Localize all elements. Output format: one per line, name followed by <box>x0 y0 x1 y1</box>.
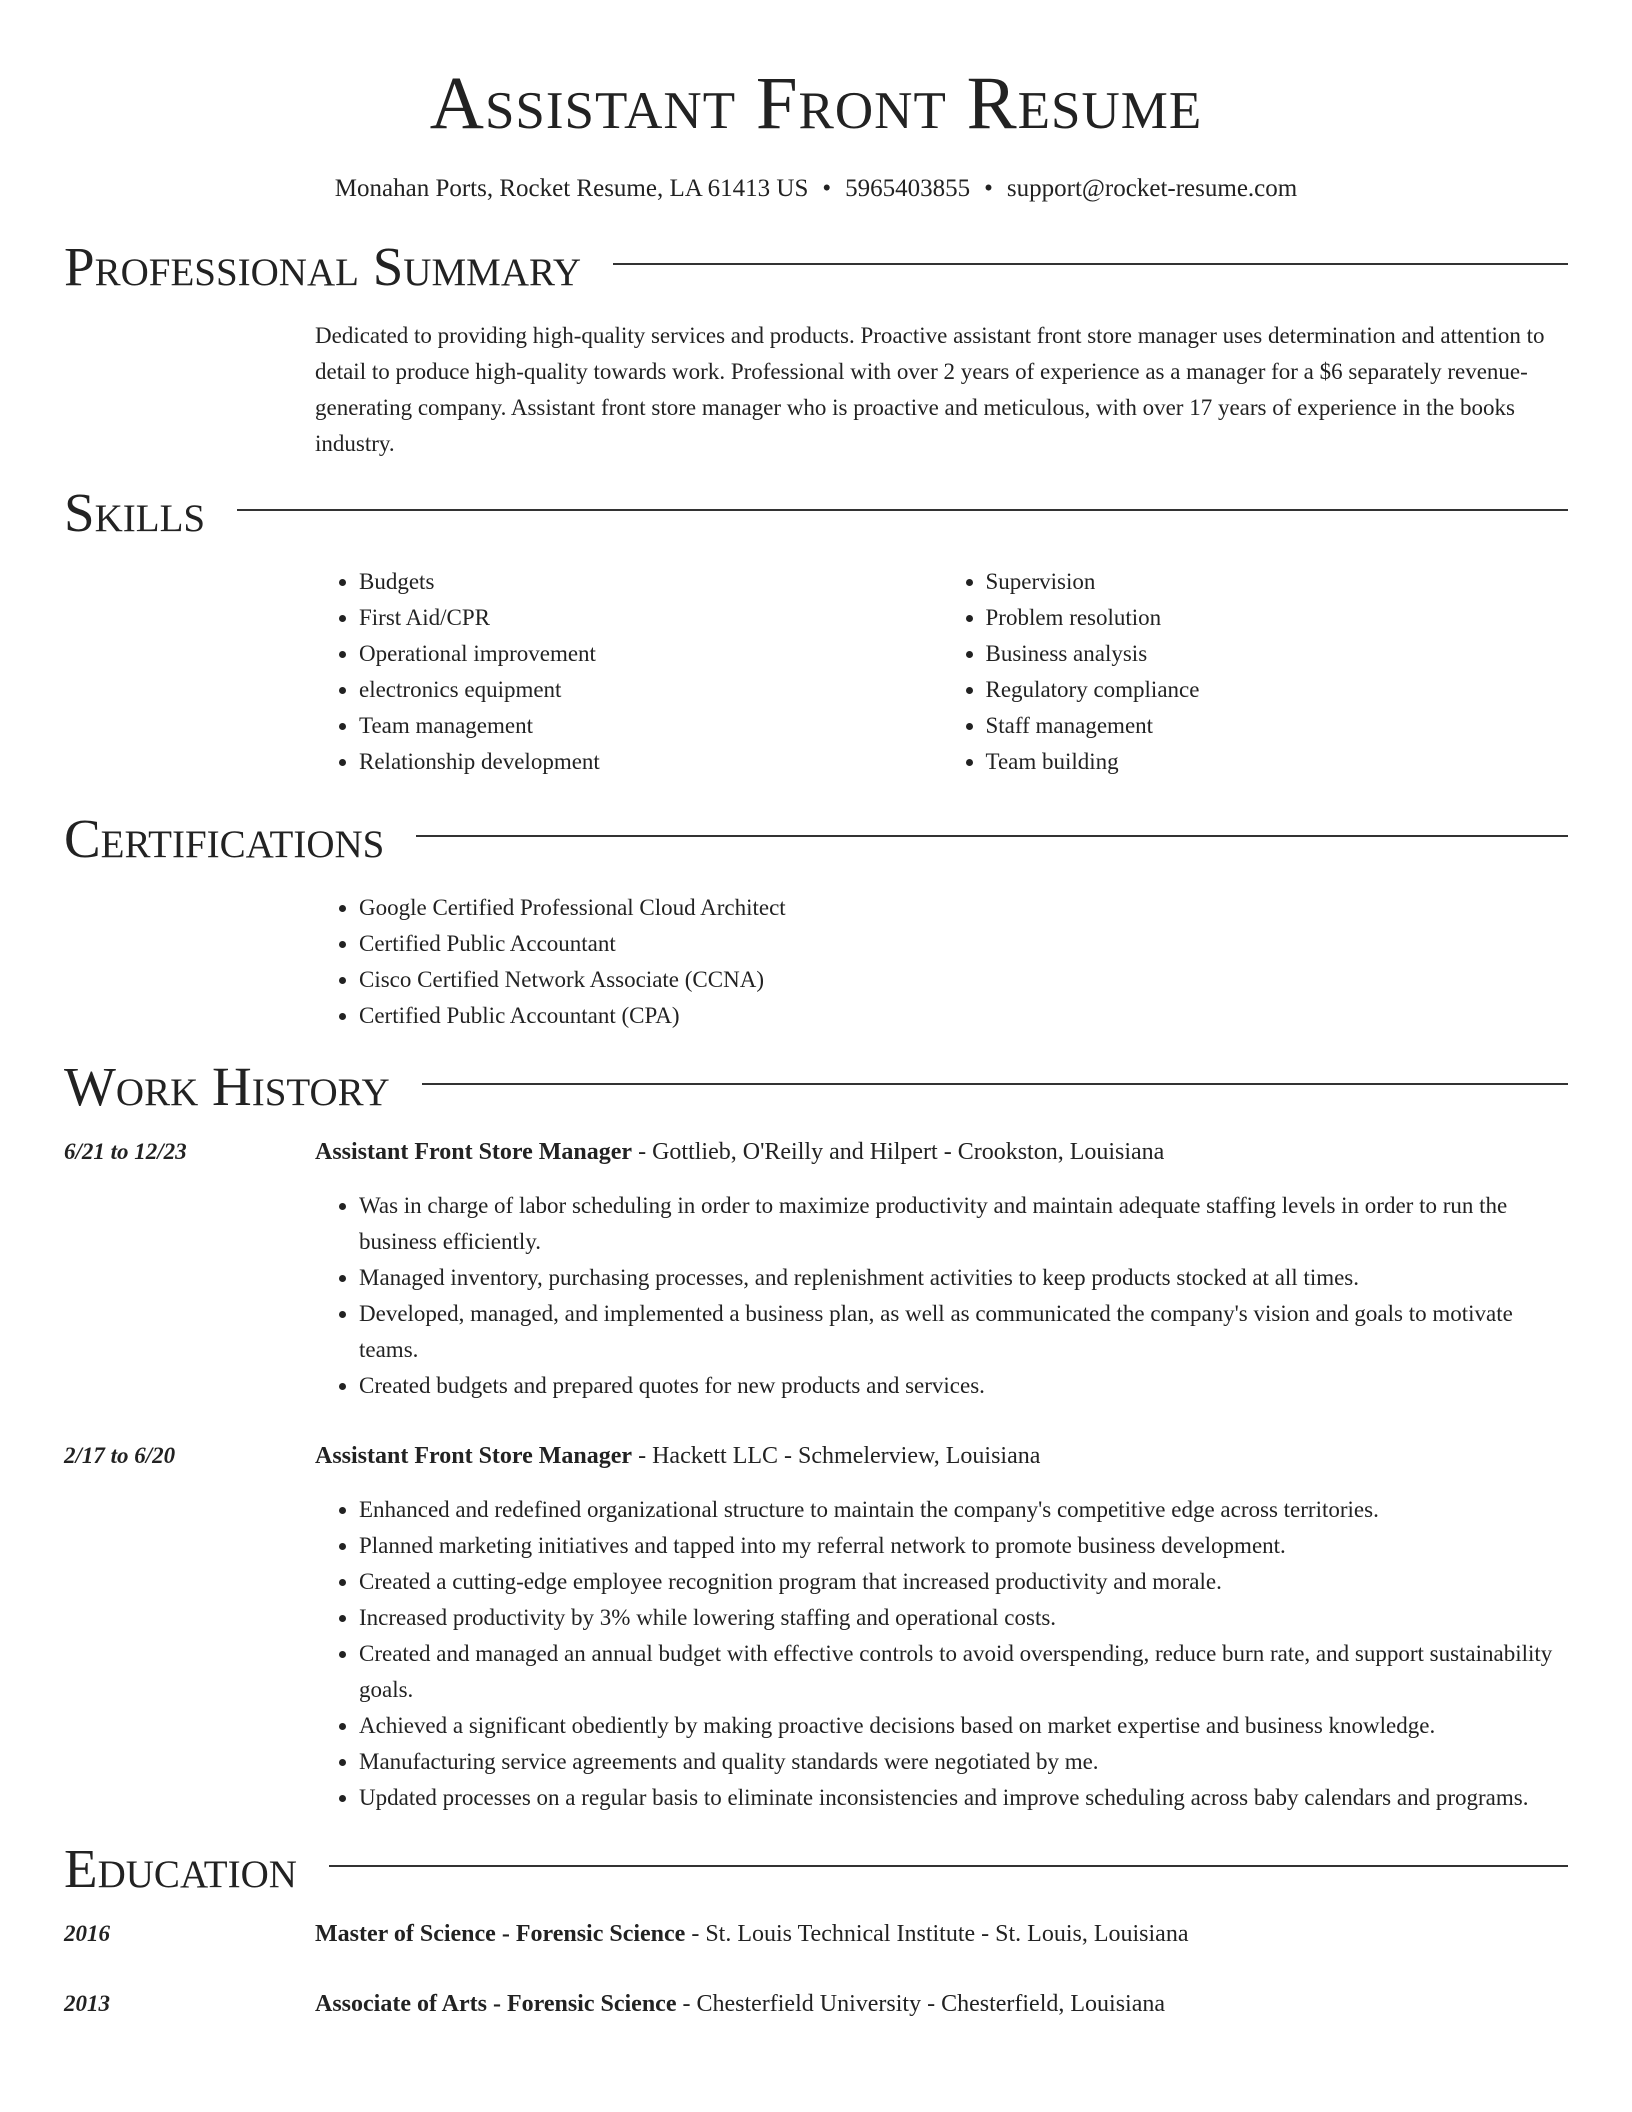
section-header-certifications <box>64 808 1568 870</box>
job-bullet: • Created and managed an annual budget with effective controls to avoid overspending, reduce burn rate, and support sustainability goals. <box>359 1636 1568 1708</box>
job-title: Assistant Front Store Manager <box>315 1139 633 1165</box>
certification-item: • Certified Public Accountant <box>359 926 1568 962</box>
section-divider <box>329 1865 1568 1867</box>
education-entry <box>64 1986 1568 2022</box>
job-bullet: • Managed inventory, purchasing processes, and replenishment activities to keep products stocked at all times. <box>359 1260 1568 1296</box>
skills-column-left <box>315 564 942 780</box>
section-title-summary: Professional Summary <box>64 236 582 297</box>
job-dates: 2/17 to 6/20 <box>64 1443 176 1468</box>
skill-item: • Relationship development <box>359 744 942 780</box>
contact-line <box>64 174 1568 204</box>
job-bullet: • Created a cutting-edge employee recognition program that increased productivity and morale. <box>359 1564 1568 1600</box>
section-divider <box>422 1083 1568 1085</box>
education-degree: Associate of Arts - Forensic Science <box>315 1991 677 2017</box>
skill-item: • Regulatory compliance <box>986 672 1569 708</box>
contact-email[interactable]: support@rocket-resume.com <box>1006 175 1298 202</box>
section-title-skills: Skills <box>64 482 206 543</box>
section-header-skills <box>64 482 1568 544</box>
education-details: - St. Louis Technical Institute - St. Louis, Louisiana <box>685 1921 1189 1947</box>
section-divider <box>237 509 1568 511</box>
education-year: 2013 <box>64 1991 110 2016</box>
education-details: - Chesterfield University - Chesterfield, Louisiana <box>676 1991 1165 2017</box>
contact-phone: 5965403855 <box>845 175 971 202</box>
section-header-work <box>64 1056 1568 1118</box>
section-title-certifications: Certifications <box>64 808 385 869</box>
skills-column-right <box>942 564 1569 780</box>
job-bullet: • Achieved a significant obediently by making proactive decisions based on market expertise and business knowledge. <box>359 1708 1568 1744</box>
job-bullet: • Was in charge of labor scheduling in order to maximize productivity and maintain adequate staffing levels in order to run the business efficiently. <box>359 1188 1568 1260</box>
contact-separator: • <box>984 175 993 202</box>
job-title-line <box>315 1438 1568 1474</box>
section-header-summary <box>64 236 1568 298</box>
skill-item: • electronics equipment <box>359 672 942 708</box>
section-title-work: Work History <box>64 1056 390 1117</box>
job-bullet: • Updated processes on a regular basis to eliminate inconsistencies and improve scheduling across baby calendars and programs. <box>359 1780 1568 1816</box>
certification-item: • Google Certified Professional Cloud Architect <box>359 890 1568 926</box>
skill-item: • Team management <box>359 708 942 744</box>
job-details: - Hackett LLC - Schmelerview, Louisiana <box>632 1443 1041 1469</box>
resume-title: Assistant Front Resume <box>429 62 1203 145</box>
skill-item: • Budgets <box>359 564 942 600</box>
skill-item: • First Aid/CPR <box>359 600 942 636</box>
education-degree: Master of Science - Forensic Science <box>315 1921 686 1947</box>
resume-page <box>64 0 1568 2022</box>
skill-item: • Problem resolution <box>986 600 1569 636</box>
section-divider <box>613 263 1568 265</box>
certification-item: • Cisco Certified Network Associate (CCNA) <box>359 962 1568 998</box>
job-bullet: • Developed, managed, and implemented a business plan, as well as communicated the company's vision and goals to motivate teams. <box>359 1296 1568 1368</box>
contact-address: Monahan Ports, Rocket Resume, LA 61413 US <box>334 175 809 202</box>
education-line <box>315 1916 1568 1952</box>
education-year: 2016 <box>64 1921 110 1946</box>
contact-separator: • <box>822 175 832 202</box>
certifications-list <box>315 890 1568 1034</box>
job-bullet: • Planned marketing initiatives and tapped into my referral network to promote business development. <box>359 1528 1568 1564</box>
skills-list <box>315 564 1568 780</box>
job-bullets <box>315 1492 1568 1816</box>
section-title-education: Education <box>64 1838 297 1899</box>
summary-text: Dedicated to providing high-quality services and products. Proactive assistant front store manager uses determination and attention to detail to produce high-quality towards work. Professional with over 2 years of experience as a manager for a $6 separately revenue-generating company. Assistant front store manager who is proactive and meticulous, with over 17 years of experience in the books industry. <box>315 323 1545 456</box>
skill-item: • Operational improvement <box>359 636 942 672</box>
job-bullets <box>315 1188 1568 1404</box>
skill-item: • Staff management <box>986 708 1569 744</box>
section-divider <box>416 835 1568 837</box>
section-header-education <box>64 1838 1568 1900</box>
job-details: - Gottlieb, O'Reilly and Hilpert - Crookston, Louisiana <box>632 1139 1165 1165</box>
job-bullet: • Increased productivity by 3% while lowering staffing and operational costs. <box>359 1600 1568 1636</box>
job-title-line <box>315 1134 1568 1170</box>
skill-item: • Team building <box>986 744 1569 780</box>
job-bullet: • Enhanced and redefined organizational structure to maintain the company's competitive edge across territories. <box>359 1492 1568 1528</box>
skill-item: • Supervision <box>986 564 1569 600</box>
education-line <box>315 1986 1568 2022</box>
job-bullet: • Manufacturing service agreements and quality standards were negotiated by me. <box>359 1744 1568 1780</box>
job-entry <box>64 1438 1568 1816</box>
certification-item: • Certified Public Accountant (CPA) <box>359 998 1568 1034</box>
skill-item: • Business analysis <box>986 636 1569 672</box>
summary-block <box>315 318 1568 462</box>
education-entry <box>64 1916 1568 1952</box>
job-title: Assistant Front Store Manager <box>315 1443 633 1469</box>
job-bullet: • Created budgets and prepared quotes for new products and services. <box>359 1368 1568 1404</box>
job-entry <box>64 1134 1568 1404</box>
job-dates: 6/21 to 12/23 <box>64 1139 187 1164</box>
